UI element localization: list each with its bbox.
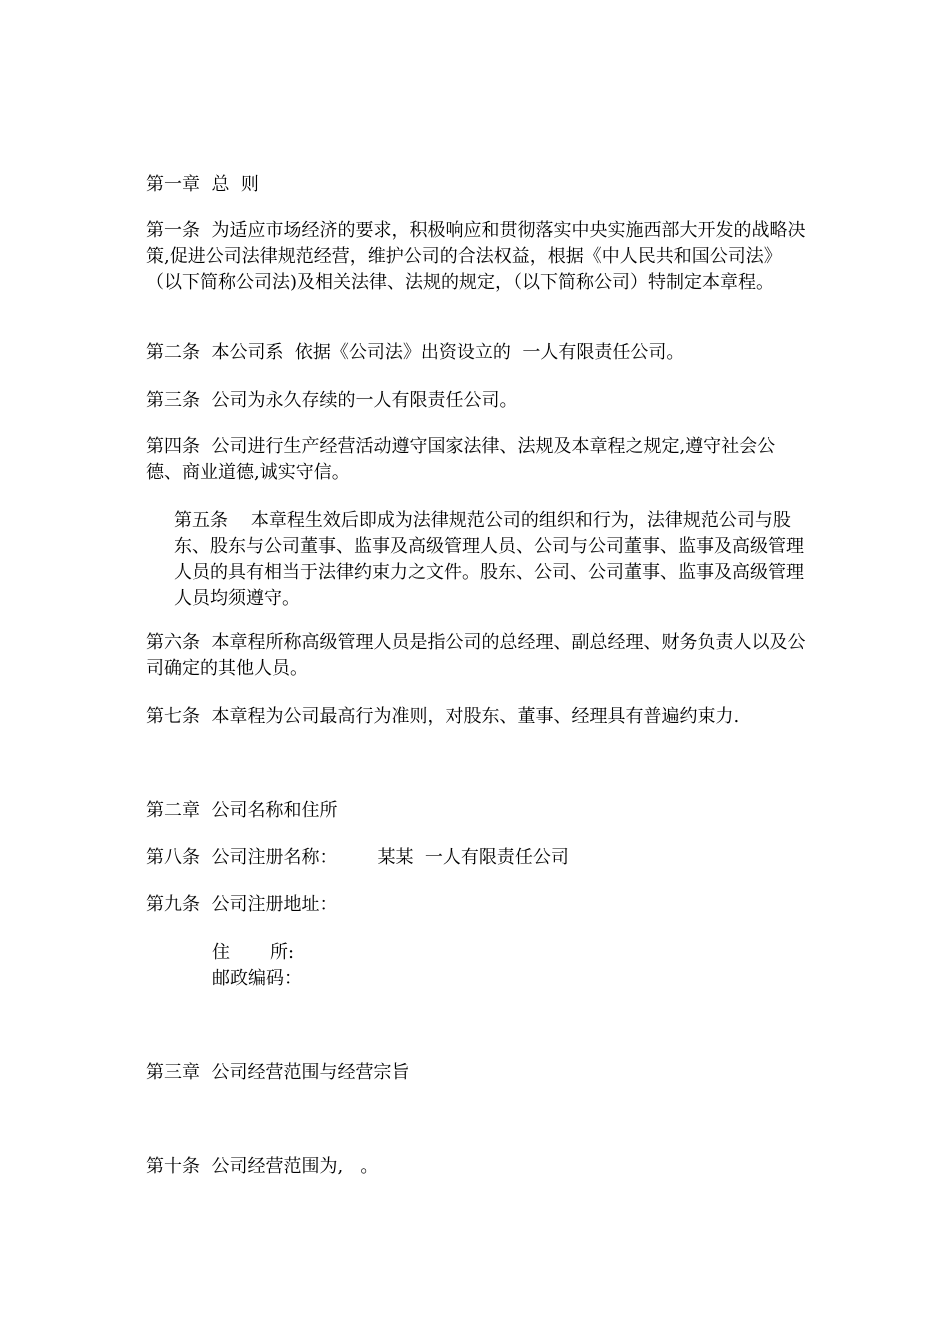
article-1: 第一条 为适应市场经济的要求，积极响应和贯彻落实中央实施西部大开发的战略决策,促进公司法律规范经营，维护公司的合法权益，根据《中人民共和国公司法》（以下简称公司法)及相关法律、法规的规定，（以下简称公司）特制定本章程。 <box>146 220 806 293</box>
article-5: 第五条 本章程生效后即成为法律规范公司的组织和行为，法律规范公司与股东、股东与公司董事、监事及高级管理人员、公司与公司董事、监事及高级管理人员的具有相当于法律约束力之文件。股东、公司、公司董事、监事及高级管理人员均须遵守。 <box>174 510 804 609</box>
postcode-label: 邮政编码： <box>212 968 302 989</box>
chapter-2-title: 第二章 公司名称和住所 <box>146 800 338 821</box>
article-6: 第六条 本章程所称高级管理人员是指公司的总经理、副总经理、财务负责人以及公司确定的其他人员。 <box>146 632 806 679</box>
residence-label: 住 所: <box>212 942 295 963</box>
article-9: 第九条 公司注册地址： <box>146 894 338 915</box>
article-8: 第八条 公司注册名称： 某某 一人有限责任公司 <box>146 847 569 868</box>
chapter-1-title: 第一章 总 则 <box>146 174 259 195</box>
article-7: 第七条 本章程为公司最高行为准则，对股东、董事、经理具有普遍约束力. <box>146 706 740 727</box>
article-10: 第十条 公司经营范围为, 。 <box>146 1156 379 1177</box>
article-3: 第三条 公司为永久存续的一人有限责任公司。 <box>146 390 518 411</box>
chapter-3-title: 第三章 公司经营范围与经营宗旨 <box>146 1062 410 1083</box>
article-2: 第二条 本公司系 依据《公司法》出资设立的 一人有限责任公司。 <box>146 342 685 363</box>
article-4: 第四条 公司进行生产经营活动遵守国家法律、法规及本章程之规定,遵守社会公德、商业道德,诚实守信。 <box>146 436 776 483</box>
